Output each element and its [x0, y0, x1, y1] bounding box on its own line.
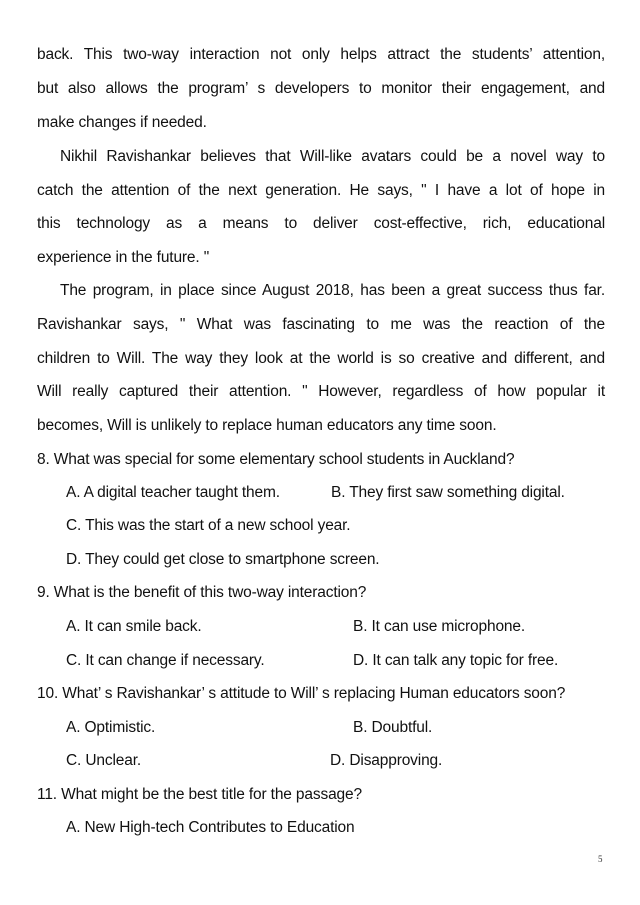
passage-line: experience in the future. " [37, 249, 210, 266]
option-a: A. New High-tech Contributes to Education [66, 819, 355, 836]
question-stem: 11. What might be the best title for the passage? [37, 786, 362, 803]
page-number: 5 [598, 854, 603, 864]
passage-line: Will really captured their attention. " However, regardless of how popular it [37, 383, 605, 400]
passage-line: Nikhil Ravishankar believes that Will-like avatars could be a novel way to [60, 148, 605, 165]
option-c: C. This was the start of a new school year. [66, 517, 351, 534]
option-b: B. Doubtful. [353, 719, 433, 736]
passage-line: this technology as a means to deliver cost-effective, rich, educational [37, 215, 605, 232]
option-d: D. Disapproving. [330, 752, 443, 769]
option-d: D. They could get close to smartphone screen. [66, 551, 380, 568]
option-a: A. Optimistic. [66, 719, 156, 736]
option-c: C. Unclear. [66, 752, 142, 769]
question-stem: 9. What is the benefit of this two-way interaction? [37, 584, 367, 601]
passage-line: The program, in place since August 2018, has been a great success thus far. [60, 282, 605, 299]
passage-line: becomes, Will is unlikely to replace human educators any time soon. [37, 417, 497, 434]
passage-line: Ravishankar says, " What was fascinating to me was the reaction of the [37, 316, 605, 333]
passage-line: but also allows the program’ s developers to monitor their engagement, and [37, 80, 605, 97]
passage-line: back. This two-way interaction not only helps attract the students’ attention, [37, 46, 605, 63]
question-stem: 8. What was special for some elementary school students in Auckland? [37, 451, 515, 468]
option-a: A. It can smile back. [66, 618, 202, 635]
option-b: B. It can use microphone. [353, 618, 526, 635]
passage-line: children to Will. The way they look at the world is so creative and different, and [37, 350, 605, 367]
option-c: C. It can change if necessary. [66, 652, 265, 669]
passage-line: make changes if needed. [37, 114, 207, 131]
option-b: B. They first saw something digital. [331, 484, 565, 501]
passage-line: catch the attention of the next generation. He says, " I have a lot of hope in [37, 182, 605, 199]
option-a: A. A digital teacher taught them. [66, 484, 280, 501]
option-d: D. It can talk any topic for free. [353, 652, 559, 669]
question-stem: 10. What’ s Ravishankar’ s attitude to Will’ s replacing Human educators soon? [37, 685, 566, 702]
